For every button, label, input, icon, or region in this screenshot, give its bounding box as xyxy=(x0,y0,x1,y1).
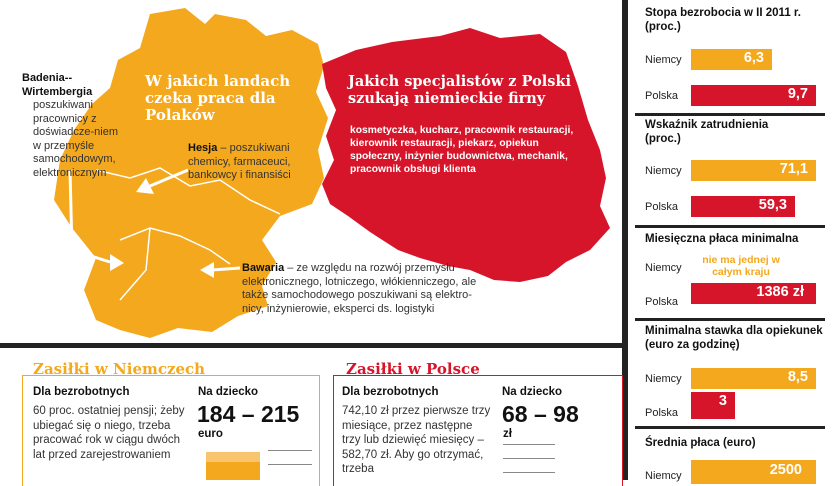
region-bawaria-name: Bawaria xyxy=(242,262,285,274)
value-employment-pl: 59,3 xyxy=(758,197,787,213)
region-bawaria xyxy=(242,262,486,316)
bar-avg-wage-de xyxy=(691,460,816,484)
note-no-min-wage: nie ma jednej w całym kraju xyxy=(702,254,780,278)
value-min-wage-pl: 1386 zł xyxy=(756,284,804,300)
separator xyxy=(635,113,825,116)
rule xyxy=(503,444,555,445)
map-title-germany: W jakich landach czeka praca dla Polaków xyxy=(145,72,291,124)
value-caregiver-pl: 3 xyxy=(718,393,727,409)
benefits-pl-child-amount: 68 – 98 xyxy=(502,401,579,427)
separator xyxy=(635,426,825,429)
label-niemcy: Niemcy xyxy=(645,262,682,274)
region-hesja xyxy=(188,142,314,183)
stat-title-min-wage: Miesięczna płaca minimalna xyxy=(645,233,799,245)
section-title-benefits-de: Zasiłki w Niemczech xyxy=(33,360,206,378)
label-polska: Polska xyxy=(645,90,679,102)
stat-title-unemployment: Stopa bezrobocia w II 2011 r. (proc.) xyxy=(645,7,801,33)
benefits-de-child-label: Na dziecko xyxy=(198,386,259,398)
bar-min-wage-pl xyxy=(691,283,816,304)
benefits-pl-child-label: Na dziecko xyxy=(502,386,563,398)
benefits-pl-unemployed-label: Dla bezrobotnych xyxy=(342,386,439,398)
coin-stack-de-lower xyxy=(206,462,260,480)
rule xyxy=(268,450,312,451)
benefits-de-unemployed-text: 60 proc. ostatniej pensji; żeby ubiegać się o niego, trzeba pracować rok w ciągu dwóch lat przed zarejestrowaniem xyxy=(33,405,185,461)
poland-jobs-list: kosmetyczka, kucharz, pracownik restauracji, kierownik restauracji, piekarz, opiekun społeczny, inżynier budownictwa, mechanik, pracownik obsługi klienta xyxy=(350,125,574,175)
coin-stack-de xyxy=(206,452,260,462)
horizontal-divider xyxy=(0,343,622,348)
region-hesja-name: Hesja xyxy=(188,142,218,154)
value-caregiver-de: 8,5 xyxy=(787,369,808,385)
rule xyxy=(503,458,555,459)
value-unemployment-pl: 9,7 xyxy=(787,86,808,102)
region-bawaria-text: – ze względu na rozwój przemysłu elektronicznego, lotniczego, włókienniczego, ale także samochodowego poszukiwani są elektro-nicy, inżynierowie, eksperci ds. logistyki xyxy=(242,262,477,315)
rule xyxy=(268,464,312,465)
value-unemployment-de: 6,3 xyxy=(743,50,764,66)
region-badenia-name: Badenia--Wirtembergia xyxy=(22,72,93,98)
label-niemcy: Niemcy xyxy=(645,373,682,385)
bar-employment-pl xyxy=(691,196,795,217)
arrow-bawaria xyxy=(212,268,240,270)
stat-title-caregiver-rate: Minimalna stawka dla opiekunek (euro za godzinę) xyxy=(645,325,823,351)
value-employment-de: 71,1 xyxy=(779,161,808,177)
bar-caregiver-pl xyxy=(691,392,735,419)
label-niemcy: Niemcy xyxy=(645,165,682,177)
label-polska: Polska xyxy=(645,201,679,213)
label-niemcy: Niemcy xyxy=(645,54,682,66)
benefits-pl-unemployed-text: 742,10 zł przez pierwsze trzy miesiące, przez następne trzy lub dziewięć miesięcy – 582,70 zł. Aby go otrzymać, trzeba xyxy=(342,405,491,475)
separator xyxy=(635,225,825,228)
region-badenia xyxy=(22,72,126,180)
benefits-pl-child-unit: zł xyxy=(503,428,512,440)
section-title-benefits-pl: Zasiłki w Polsce xyxy=(346,360,480,378)
bar-caregiver-de xyxy=(691,368,816,389)
label-niemcy: Niemcy xyxy=(645,470,682,482)
stat-title-avg-wage: Średnia płaca (euro) xyxy=(645,437,756,449)
bar-unemployment-de xyxy=(691,49,772,70)
label-polska: Polska xyxy=(645,296,679,308)
benefits-de-unemployed-label: Dla bezrobotnych xyxy=(33,386,130,398)
bar-unemployment-pl xyxy=(691,85,816,106)
region-badenia-text: poszukiwani pracownicy z doświadcze-niem w przemyśle samochodowym, elektronicznym xyxy=(33,99,118,179)
benefits-de-child-unit: euro xyxy=(198,428,223,440)
rule xyxy=(503,472,555,473)
value-avg-wage-de: 2500 xyxy=(769,462,802,478)
bar-employment-de xyxy=(691,160,816,181)
separator xyxy=(635,318,825,321)
region-hesja-text: – poszukiwani chemicy, farmaceuci, bankowcy i finansiści xyxy=(188,142,291,181)
map-title-poland: Jakich specjalistów z Polski szukają niemieckie firny xyxy=(348,73,572,107)
stat-title-employment: Wskaźnik zatrudnienia (proc.) xyxy=(645,119,769,145)
benefits-de-child-amount: 184 – 215 xyxy=(197,401,300,427)
label-polska: Polska xyxy=(645,407,679,419)
